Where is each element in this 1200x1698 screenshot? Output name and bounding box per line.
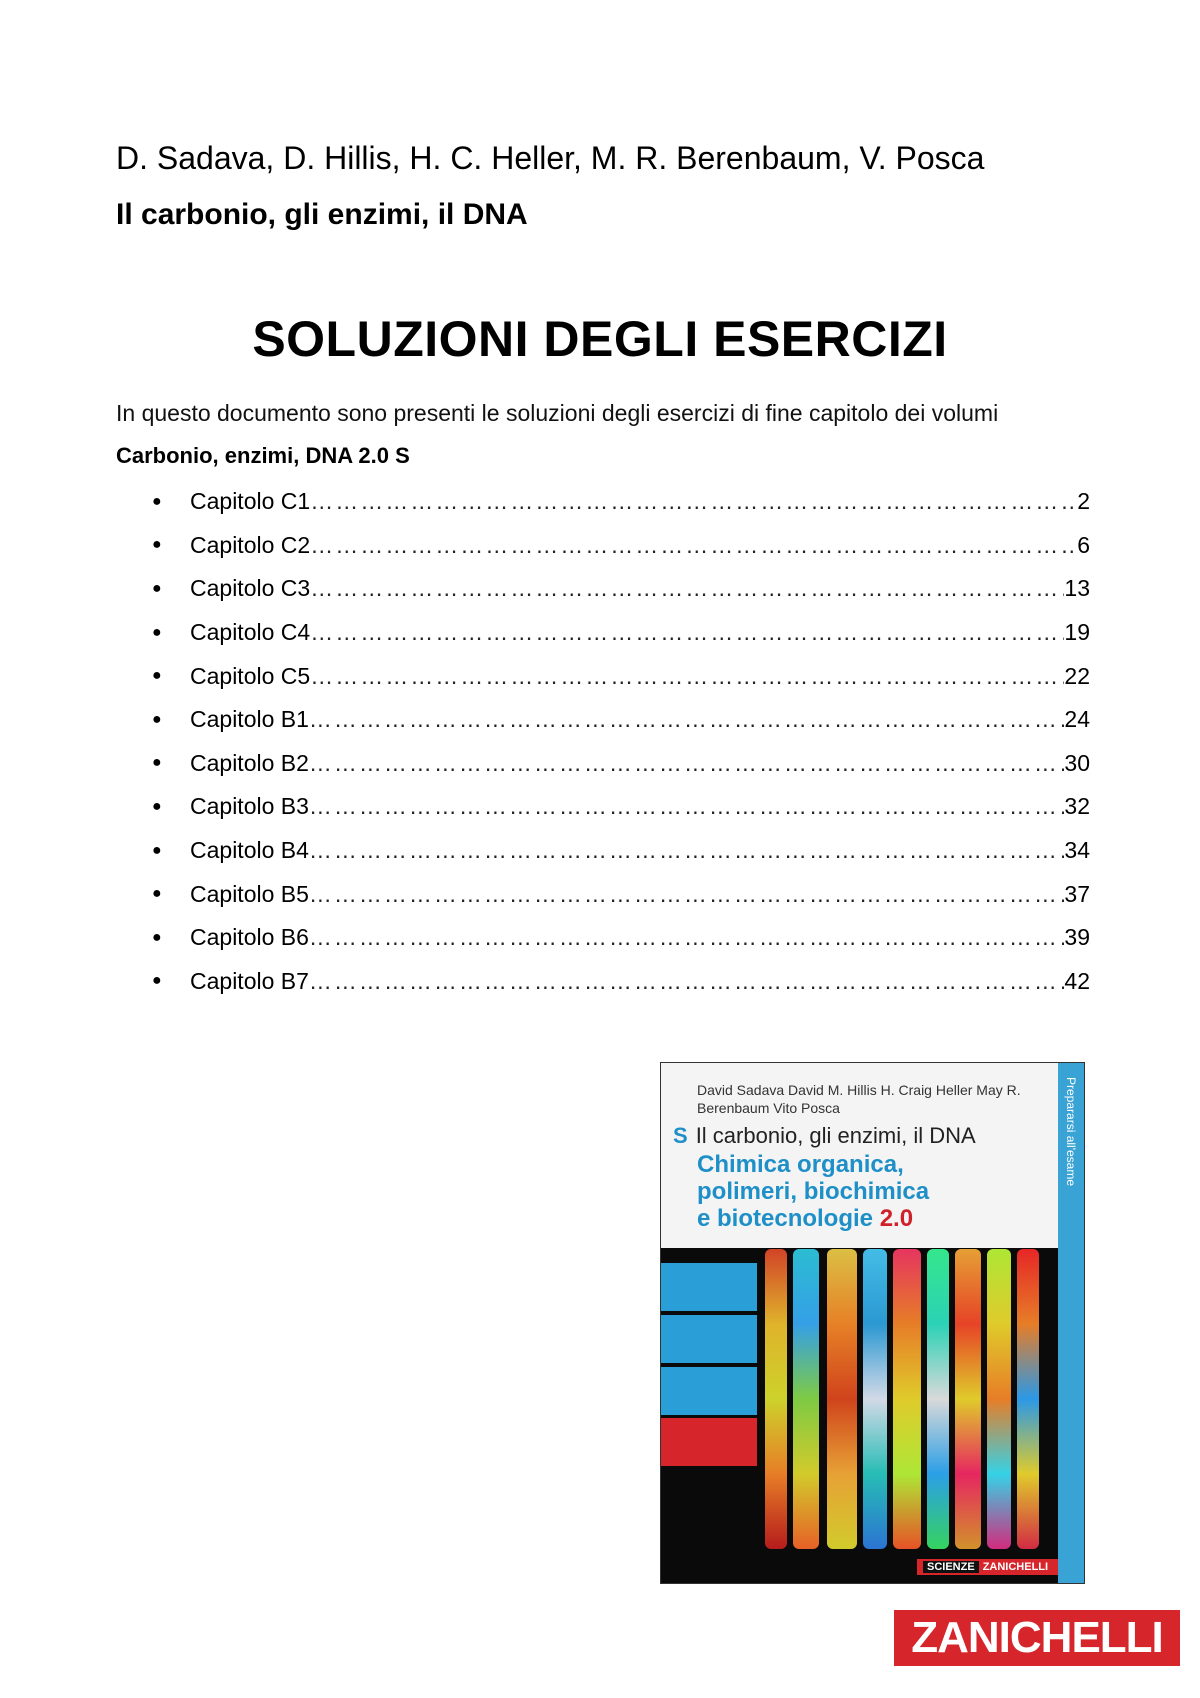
bullet-icon: ● xyxy=(152,972,162,990)
toc-item xyxy=(150,567,1090,611)
cover-side-text: Prepararsi all'esame xyxy=(1064,1077,1078,1187)
toc-item-page: 6 xyxy=(1077,531,1090,558)
authors-line: D. Sadava, D. Hillis, H. C. Heller, M. R. Berenbaum, V. Posca xyxy=(116,140,985,176)
toc-leader-dots xyxy=(309,750,1064,777)
book-subtitle: Il carbonio, gli enzimi, il DNA xyxy=(116,198,528,231)
toc-item xyxy=(150,916,1090,960)
cover-red-tag xyxy=(661,1418,757,1466)
toc-item-label: Capitolo C3 xyxy=(190,575,311,602)
cover-brand-left: SCIENZE xyxy=(923,1561,979,1573)
toc-item-page: 24 xyxy=(1064,706,1090,733)
cover-stripe xyxy=(793,1249,819,1549)
bullet-icon: ● xyxy=(152,841,162,859)
toc-item xyxy=(150,698,1090,742)
cover-stripe xyxy=(1017,1249,1039,1549)
toc-item-page: 19 xyxy=(1064,619,1090,646)
toc-leader-dots xyxy=(309,793,1064,820)
cover-series-letter: S xyxy=(673,1123,688,1148)
cover-authors: David Sadava David M. Hillis H. Craig Heller May R. Berenbaum Vito Posca xyxy=(697,1082,1021,1116)
cover-side-band xyxy=(1058,1063,1084,1583)
cover-stripe xyxy=(955,1249,981,1549)
toc-item-label: Capitolo B2 xyxy=(190,749,309,776)
cover-blue-tag-2 xyxy=(661,1315,757,1363)
toc-item xyxy=(150,611,1090,655)
toc-item-label: Capitolo C5 xyxy=(190,662,311,689)
toc-item xyxy=(150,524,1090,568)
toc-item-page: 37 xyxy=(1064,880,1090,907)
zanichelli-logo: ZANICHELLI xyxy=(894,1610,1180,1666)
book-cover-image xyxy=(661,1063,1084,1583)
toc-item xyxy=(150,785,1090,829)
toc-leader-dots xyxy=(310,619,1064,646)
cover-title-line-3-text: e biotecnologie xyxy=(697,1205,874,1232)
table-of-contents xyxy=(150,480,1090,1003)
bullet-icon: ● xyxy=(152,928,162,946)
toc-item-page: 42 xyxy=(1064,967,1090,994)
toc-leader-dots xyxy=(309,837,1064,864)
toc-item-label: Capitolo B3 xyxy=(190,793,309,820)
bullet-icon: ● xyxy=(152,797,162,815)
cover-stripe xyxy=(987,1249,1011,1549)
toc-item-label: Capitolo B4 xyxy=(190,837,309,864)
toc-item xyxy=(150,654,1090,698)
volume-name: Carbonio, enzimi, DNA 2.0 S xyxy=(116,443,410,468)
toc-item-page: 2 xyxy=(1077,488,1090,515)
cover-blue-tag-1 xyxy=(661,1263,757,1311)
cover-stripe xyxy=(765,1249,787,1549)
bullet-icon: ● xyxy=(152,623,162,641)
cover-version: 2.0 xyxy=(879,1205,914,1232)
toc-leader-dots xyxy=(310,663,1064,690)
toc-leader-dots xyxy=(310,488,1077,515)
toc-item-page: 30 xyxy=(1064,749,1090,776)
cover-blue-tag-3 xyxy=(661,1367,757,1415)
toc-item-page: 13 xyxy=(1064,575,1090,602)
cover-series xyxy=(673,1123,976,1149)
toc-item-label: Capitolo B5 xyxy=(190,880,309,907)
cover-stripe xyxy=(927,1249,949,1549)
cover-brand-right: ZANICHELLI xyxy=(982,1561,1049,1573)
cover-stripe xyxy=(893,1249,921,1549)
cover-title-line-2: polimeri, biochimica xyxy=(697,1178,930,1205)
bullet-icon: ● xyxy=(152,536,162,554)
toc-leader-dots xyxy=(310,575,1064,602)
bullet-icon: ● xyxy=(152,754,162,772)
toc-leader-dots xyxy=(309,881,1064,908)
cover-header xyxy=(661,1063,1084,1248)
bullet-icon: ● xyxy=(152,667,162,685)
toc-item xyxy=(150,829,1090,873)
toc-item xyxy=(150,742,1090,786)
bullet-icon: ● xyxy=(152,710,162,728)
cover-brand-strip xyxy=(917,1559,1064,1575)
toc-item-label: Capitolo B7 xyxy=(190,967,309,994)
toc-item-page: 32 xyxy=(1064,793,1090,820)
bullet-icon: ● xyxy=(152,492,162,510)
toc-item xyxy=(150,480,1090,524)
bullet-icon: ● xyxy=(152,885,162,903)
toc-item-page: 34 xyxy=(1064,837,1090,864)
toc-leader-dots xyxy=(309,924,1064,951)
toc-item xyxy=(150,872,1090,916)
cover-stripe xyxy=(863,1249,887,1549)
toc-leader-dots xyxy=(309,968,1064,995)
toc-item xyxy=(150,960,1090,1004)
toc-item-label: Capitolo C2 xyxy=(190,531,311,558)
cover-title-line-1: Chimica organica, xyxy=(697,1151,904,1178)
toc-item-label: Capitolo B6 xyxy=(190,924,309,951)
toc-leader-dots xyxy=(309,706,1064,733)
toc-leader-dots xyxy=(310,532,1077,559)
toc-item-page: 22 xyxy=(1064,662,1090,689)
toc-item-label: Capitolo C4 xyxy=(190,619,311,646)
bullet-icon: ● xyxy=(152,579,162,597)
toc-item-label: Capitolo C1 xyxy=(190,488,311,515)
cover-title-line-3 xyxy=(697,1205,913,1233)
toc-item-label: Capitolo B1 xyxy=(190,706,309,733)
page-title: SOLUZIONI DEGLI ESERCIZI xyxy=(252,311,948,367)
cover-stripe xyxy=(827,1249,857,1549)
intro-text: In questo documento sono presenti le soluzioni degli esercizi di fine capitolo dei volumi xyxy=(116,400,999,426)
toc-item-page: 39 xyxy=(1064,924,1090,951)
cover-series-title: Il carbonio, gli enzimi, il DNA xyxy=(695,1123,976,1148)
